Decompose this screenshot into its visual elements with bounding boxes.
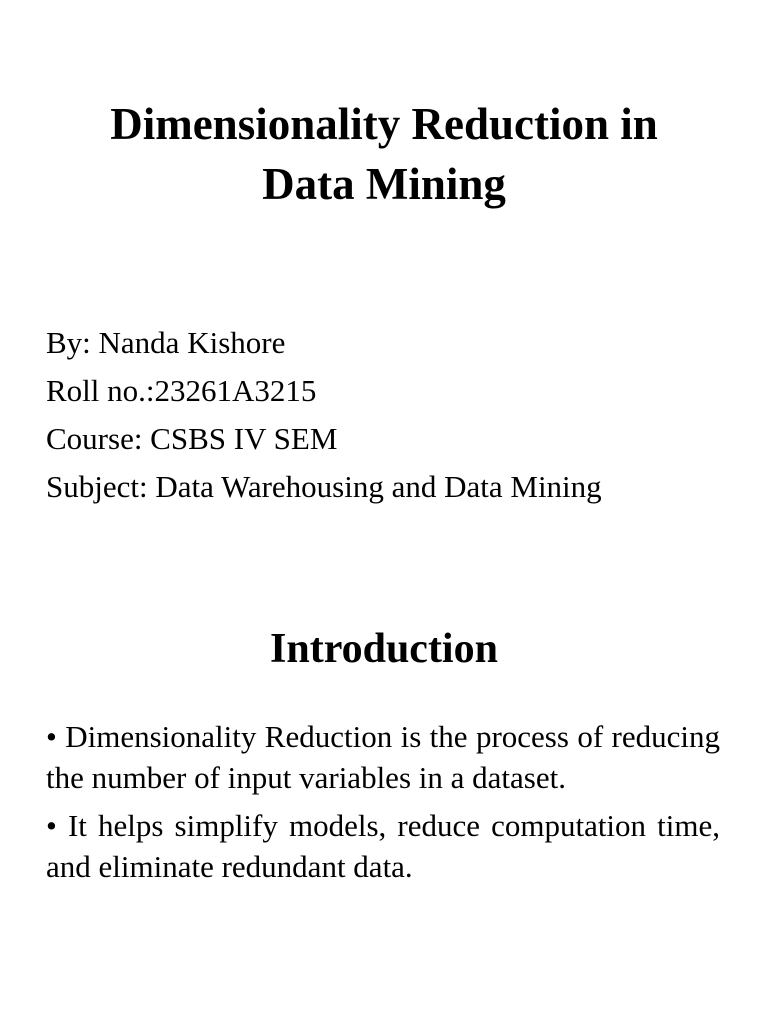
author-line: By: Nanda Kishore — [46, 325, 286, 360]
title-line-2: Data Mining — [262, 159, 506, 209]
bullet-item: • It helps simplify models, reduce computation time, and eliminate redundant data. — [46, 808, 720, 884]
title-line-1: Dimensionality Reduction in — [110, 99, 658, 149]
roll-number-line: Roll no.:23261A3215 — [46, 373, 317, 408]
subject-line: Subject: Data Warehousing and Data Mining — [46, 469, 602, 504]
introduction-bullets — [46, 716, 720, 894]
section-heading-introduction: Introduction — [270, 626, 498, 672]
author-info — [46, 319, 736, 511]
bullet-item: • Dimensionality Reduction is the process of reducing the number of input variables in a dataset. — [46, 719, 720, 795]
course-line: Course: CSBS IV SEM — [46, 421, 338, 456]
document-title — [0, 94, 768, 214]
